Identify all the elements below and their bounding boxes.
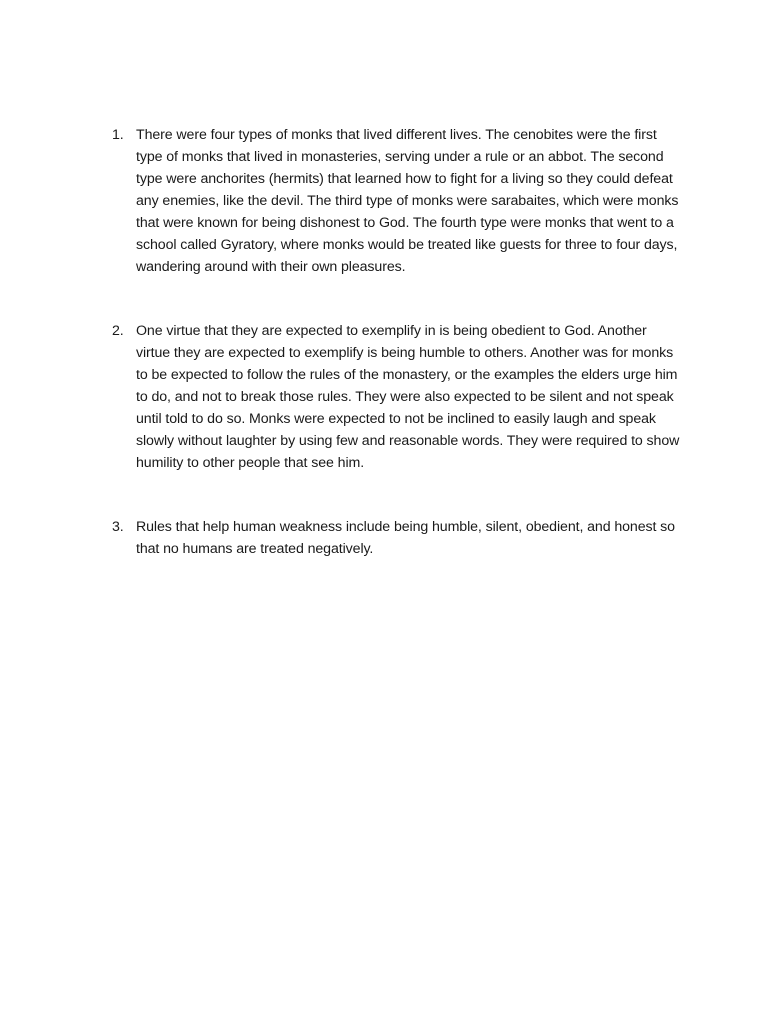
list-item <box>112 124 684 278</box>
list-item-number: 2. <box>112 323 124 339</box>
list-item-text: Rules that help human weakness include being humble, silent, obedient, and honest so that no humans are treated negatively. <box>136 519 675 557</box>
list-item-number: 3. <box>112 519 124 535</box>
list-item <box>112 516 684 560</box>
list-item <box>112 320 684 474</box>
list-item-text: There were four types of monks that lived different lives. The cenobites were the first type of monks that lived in monasteries, serving under a rule or an abbot. The second type were anchorites (hermits) that learned how to fight for a living so they could defeat any enemies, like the devil. The third type of monks were sarabaites, which were monks that were known for being dishonest to God. The fourth type were monks that went to a school called Gyratory, where monks would be treated like guests for three to four days, wandering around with their own pleasures. <box>136 127 679 275</box>
numbered-list <box>112 124 684 560</box>
list-item-number: 1. <box>112 127 124 143</box>
list-item-text: One virtue that they are expected to exemplify in is being obedient to God. Another virtue they are expected to exemplify is being humble to others. Another was for monks to be expected to follow the rules of the monastery, or the examples the elders urge him to do, and not to break those rules. They were also expected to be silent and not speak until told to do so. Monks were expected to not be inclined to easily laugh and speak slowly without laughter by using few and reasonable words. They were required to show humility to other people that see him. <box>136 323 680 471</box>
